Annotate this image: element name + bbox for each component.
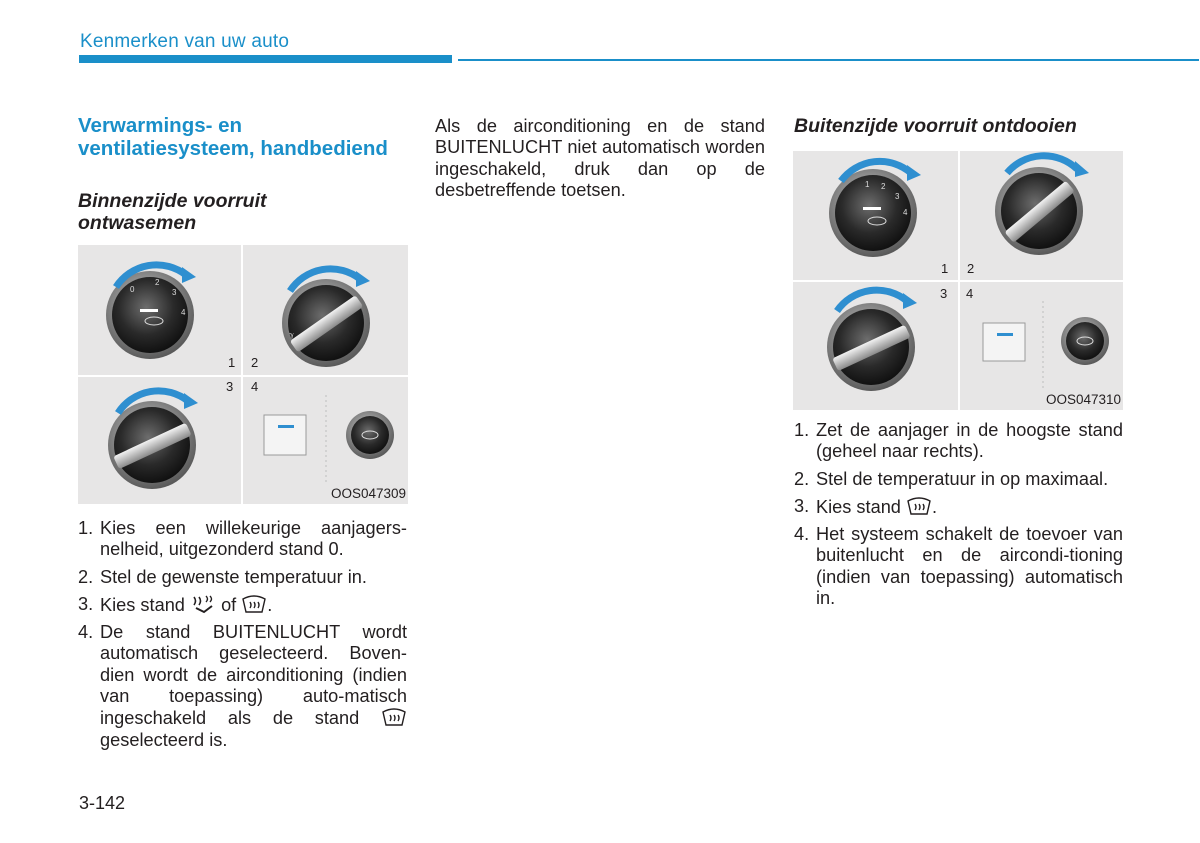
figure-interior-defog (78, 245, 408, 504)
svg-text:4: 4 (181, 308, 186, 317)
floor-defrost-mode-icon (190, 594, 216, 614)
list-item: 2. Stel de gewenste temperatuur in. (78, 566, 367, 587)
defog-knobs-illustration (78, 245, 408, 504)
left-steps-list (78, 518, 407, 757)
svg-text:2: 2 (881, 182, 886, 191)
mode-dial-icon (995, 167, 1083, 255)
recirculation-knob-icon (1061, 317, 1109, 365)
mode-dial-icon (282, 279, 370, 367)
right-steps-list (794, 420, 1123, 615)
temperature-dial-icon (827, 303, 915, 391)
ac-button-icon (264, 395, 326, 485)
svg-text:3: 3 (895, 192, 900, 201)
list-item: 4. De stand BUITENLUCHT wordt automatisch geselecteerd. Boven-dien wordt de airconditioning (indien van toepassing) auto-matisch ingeschakeld als de stand geselecteerd is. (78, 622, 407, 750)
list-item: 1. Kies een willekeurige aanjagers-nelheid, uitgezonderd stand 0. (78, 518, 407, 560)
svg-text:1: 1 (865, 180, 870, 189)
svg-text:3: 3 (226, 379, 234, 394)
section-header: Kenmerken van uw auto (80, 31, 290, 52)
ac-button-icon (983, 301, 1043, 391)
list-item: 1. Zet de aanjager in de hoogste stand (geheel naar rechts). (794, 420, 1123, 462)
recirculation-knob-icon (346, 411, 394, 459)
figure-exterior-defrost (793, 151, 1123, 410)
figure-code: OOS047310 (1045, 392, 1121, 407)
section-title: Verwarmings- en ventilatiesysteem, handbediend (78, 114, 388, 160)
fan-dial-icon (829, 169, 917, 257)
defrost-mode-icon (906, 496, 932, 516)
list-item: 3. Kies stand of . (78, 593, 273, 615)
left-subtitle: Binnenzijde voorruit ontwasemen (78, 190, 267, 234)
header-bar (79, 55, 452, 63)
right-subtitle: Buitenzijde voorruit ontdooien (794, 115, 1077, 137)
svg-text:0: 0 (130, 285, 135, 294)
defrost-knobs-illustration (793, 151, 1123, 410)
svg-text:4: 4 (903, 208, 908, 217)
svg-text:ℽ: ℽ (289, 332, 295, 339)
list-item: 2. Stel de temperatuur in op maximaal. (794, 468, 1109, 489)
defrost-mode-icon (381, 707, 407, 727)
figure-code: OOS047309 (330, 486, 406, 501)
middle-paragraph: Als de airconditioning en de stand BUITENLUCHT niet automatisch worden ingeschakeld, druk dan op de desbetreffende toetsen. (435, 116, 765, 200)
defrost-mode-icon (241, 594, 267, 614)
page-number: 3-142 (79, 793, 126, 813)
svg-text:3: 3 (940, 286, 948, 301)
svg-text:3: 3 (172, 288, 177, 297)
svg-text:2: 2 (967, 261, 975, 276)
svg-text:1: 1 (941, 261, 949, 276)
svg-text:2: 2 (155, 278, 160, 287)
list-item: 3. Kies stand . (794, 495, 938, 517)
svg-text:4: 4 (251, 379, 259, 394)
list-item: 4. Het systeem schakelt de toevoer van buitenlucht en de aircondi-tioning (indien van toepassing) automatisch in. (794, 524, 1123, 609)
header-rule (458, 59, 1199, 61)
svg-text:1: 1 (228, 355, 236, 370)
svg-text:4: 4 (966, 286, 974, 301)
svg-text:2: 2 (251, 355, 259, 370)
